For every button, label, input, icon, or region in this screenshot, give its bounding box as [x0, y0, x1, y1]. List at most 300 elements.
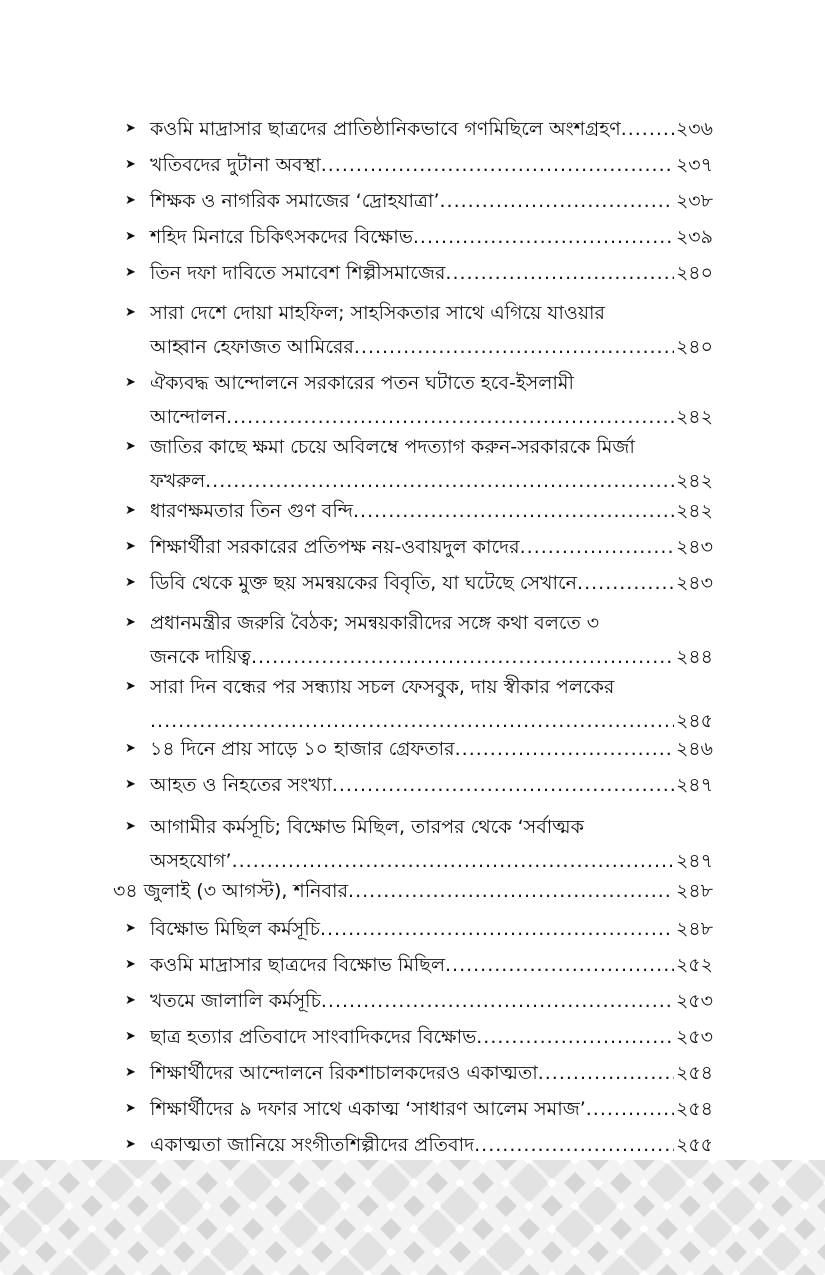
- diamond-shape: [771, 1160, 793, 1171]
- toc-entry-title: বিক্ষোভ মিছিল কর্মসূচি: [150, 918, 320, 940]
- toc-entry-line: [150, 1020, 713, 1054]
- dot-leader: [474, 1128, 674, 1162]
- toc-entry-title-line2: [150, 844, 713, 878]
- diamond-shape: [219, 1195, 241, 1217]
- diamond-shape: [311, 1241, 333, 1263]
- small-diamond-shape: [593, 1270, 603, 1275]
- small-diamond-shape: [524, 1247, 534, 1257]
- toc-entry-text: [113, 874, 713, 908]
- small-diamond-shape: [685, 1270, 695, 1275]
- toc-entry-text: [150, 148, 713, 182]
- page-number: ২৪২: [675, 470, 713, 492]
- toc-entry: [125, 1020, 713, 1054]
- toc-section-heading: [113, 874, 713, 908]
- dot-leader: [353, 494, 674, 528]
- toc-entry-text: [150, 256, 713, 290]
- arrow-bullet-icon: ➤: [125, 819, 136, 834]
- small-diamond-shape: [800, 1201, 810, 1211]
- small-diamond-shape: [593, 1224, 603, 1234]
- toc-entry: [125, 184, 713, 218]
- arrow-bullet-icon: ➤: [125, 375, 136, 390]
- toc-entry-text: [150, 566, 713, 600]
- page-number: ২৪৩: [675, 572, 713, 594]
- diamond-shape: [679, 1241, 701, 1263]
- dot-leader: [520, 530, 674, 564]
- small-diamond-shape: [225, 1270, 235, 1275]
- toc-entry-text: [150, 768, 713, 802]
- small-diamond-shape: [777, 1270, 787, 1275]
- diamond-shape: [288, 1172, 310, 1194]
- small-diamond-shape: [547, 1270, 557, 1275]
- page-number: ২৪০: [675, 262, 713, 284]
- toc-entry-text: [150, 530, 713, 564]
- page-number: ২৪৮: [675, 880, 713, 902]
- diamond-shape: [518, 1218, 540, 1240]
- toc-entry: [125, 430, 713, 498]
- arrow-bullet-icon: ➤: [125, 679, 136, 694]
- toc-entry-text: [150, 810, 713, 878]
- toc-entry-title: ধারণক্ষমতার তিন গুণ বন্দি: [150, 500, 354, 522]
- diamond-shape: [518, 1264, 540, 1275]
- diamond-shape: [242, 1218, 264, 1240]
- diamond-shape: [472, 1172, 494, 1194]
- small-diamond-shape: [248, 1247, 258, 1257]
- diamond-shape: [104, 1264, 126, 1275]
- decorative-pattern-footer: [0, 1160, 825, 1275]
- toc-entry-line: [150, 1092, 713, 1126]
- toc-entry-title: আহত ও নিহতের সংখ্যা: [150, 774, 332, 796]
- small-diamond-shape: [202, 1201, 212, 1211]
- diamond-shape: [35, 1241, 57, 1263]
- toc-entry-line: [150, 530, 713, 564]
- toc-entry-text: [150, 494, 713, 528]
- toc-entry-line: [150, 1056, 713, 1090]
- dot-leader: [455, 732, 674, 766]
- arrow-bullet-icon: ➤: [125, 993, 136, 1008]
- page-number: ২৪৭: [675, 850, 713, 872]
- arrow-bullet-icon: ➤: [125, 957, 136, 972]
- small-diamond-shape: [708, 1160, 718, 1165]
- diamond-shape: [541, 1195, 563, 1217]
- small-diamond-shape: [41, 1270, 51, 1275]
- page-number: ২৫৫: [675, 1134, 713, 1156]
- toc-entry-title-continuation: ফখরুল: [150, 470, 206, 492]
- toc-entry: [125, 670, 713, 738]
- small-diamond-shape: [386, 1247, 396, 1257]
- small-diamond-shape: [524, 1201, 534, 1211]
- toc-entry: [125, 296, 713, 364]
- toc-entry-title-line1: আগামীর কর্মসূচি; বিক্ষোভ মিছিল, তারপর থেকে ‘সর্বাত্মক: [150, 816, 584, 838]
- toc-entry-title: শহিদ মিনারে চিকিৎসকদের বিক্ষোভ: [150, 226, 413, 248]
- diamond-shape: [817, 1241, 825, 1263]
- arrow-bullet-icon: ➤: [125, 1137, 136, 1152]
- small-diamond-shape: [271, 1178, 281, 1188]
- toc-entry-line: [113, 874, 713, 908]
- arrow-bullet-icon: ➤: [125, 305, 136, 320]
- diamond-shape: [81, 1195, 103, 1217]
- arrow-bullet-icon: ➤: [125, 575, 136, 590]
- diamond-shape: [403, 1241, 425, 1263]
- diamond-shape: [173, 1160, 195, 1171]
- dot-leader: [476, 1020, 674, 1054]
- diamond-shape: [150, 1264, 172, 1275]
- small-diamond-shape: [685, 1178, 695, 1188]
- diamond-shape: [265, 1195, 287, 1217]
- page-number: ২৫৩: [675, 1026, 713, 1048]
- arrow-bullet-icon: ➤: [125, 1065, 136, 1080]
- dot-leader: [445, 948, 674, 982]
- diamond-shape: [380, 1264, 402, 1275]
- toc-entry-title: কওমি মাদ্রাসার ছাত্রদের বিক্ষোভ মিছিল: [150, 954, 445, 976]
- arrow-bullet-icon: ➤: [125, 439, 136, 454]
- dot-leader: [577, 566, 674, 600]
- diamond-shape: [633, 1195, 655, 1217]
- small-diamond-shape: [409, 1270, 419, 1275]
- toc-entry-title: শিক্ষার্থীদের ৯ দফার সাথে একাত্ম ‘সাধারণ আলেম সমাজ’: [150, 1098, 586, 1120]
- page-number: ২৩৮: [675, 190, 713, 212]
- toc-entry-line: [150, 732, 713, 766]
- diamond-shape: [794, 1218, 816, 1240]
- diamond-shape: [81, 1160, 103, 1171]
- toc-entry-title-line1: সারা দেশে দোয়া মাহফিল; সাহসিকতার সাথে এগিয়ে যাওয়ার: [150, 302, 605, 324]
- small-diamond-shape: [133, 1270, 143, 1275]
- small-diamond-shape: [294, 1160, 304, 1165]
- small-diamond-shape: [64, 1201, 74, 1211]
- toc-entry-title: তিন দফা দাবিতে সমাবেশ শিল্পীসমাজের: [150, 262, 446, 284]
- toc-entry-title: খতিবদের দুটানা অবস্থা: [150, 154, 321, 176]
- dot-leader: [348, 874, 674, 908]
- diamond-shape: [702, 1264, 724, 1275]
- toc-entry: [125, 912, 713, 946]
- small-diamond-shape: [386, 1201, 396, 1211]
- diamond-shape: [0, 1160, 20, 1180]
- toc-entry-text: [150, 430, 713, 498]
- toc-entry: [125, 768, 713, 802]
- arrow-bullet-icon: ➤: [125, 1101, 136, 1116]
- small-diamond-shape: [0, 1178, 5, 1188]
- page-number: ২৪৭: [675, 774, 713, 796]
- small-diamond-shape: [18, 1160, 28, 1165]
- page-number: ২৫৪: [675, 1098, 713, 1120]
- toc-entry: [125, 606, 713, 674]
- small-diamond-shape: [179, 1270, 189, 1275]
- arrow-bullet-icon: ➤: [125, 1029, 136, 1044]
- dot-leader: [321, 984, 674, 1018]
- page-number: ২৪২: [675, 500, 713, 522]
- dot-leader: [354, 330, 674, 364]
- diamond-shape: [794, 1264, 816, 1275]
- dot-leader: [205, 464, 674, 498]
- toc-entry-text: [150, 1056, 713, 1090]
- page-number: ২৫৪: [675, 1062, 713, 1084]
- dot-leader: [586, 1092, 674, 1126]
- diamond-shape: [58, 1172, 80, 1194]
- dot-leader: [538, 1056, 674, 1090]
- toc-entry-text: [150, 366, 713, 434]
- toc-entry: [125, 366, 713, 434]
- small-diamond-shape: [156, 1247, 166, 1257]
- diamond-shape: [311, 1160, 333, 1171]
- small-diamond-shape: [110, 1201, 120, 1211]
- toc-entry-text: [150, 948, 713, 982]
- dot-leader: [226, 400, 674, 434]
- dot-leader: [445, 256, 674, 290]
- toc-entry-title-continuation: জনকে দায়িত্ব: [150, 646, 251, 668]
- small-diamond-shape: [156, 1160, 166, 1165]
- small-diamond-shape: [41, 1224, 51, 1234]
- toc-entry-title-line1: জাতির কাছে ক্ষমা চেয়ে অবিলম্বে পদত্যাগ করুন-সরকারকে মির্জা: [150, 436, 635, 458]
- toc-entry-text: [150, 732, 713, 766]
- diamond-shape: [817, 1195, 825, 1217]
- diamond-shape: [380, 1218, 402, 1240]
- toc-entry-title-line2: [150, 464, 713, 498]
- small-diamond-shape: [570, 1160, 580, 1165]
- toc-entry-text: [150, 984, 713, 1018]
- toc-entry: [125, 530, 713, 564]
- toc-entry: [125, 256, 713, 290]
- diamond-shape: [679, 1195, 701, 1217]
- diamond-shape: [403, 1195, 425, 1217]
- diamond-shape: [357, 1195, 379, 1217]
- small-diamond-shape: [754, 1201, 764, 1211]
- small-diamond-shape: [87, 1270, 97, 1275]
- toc-entry-title: ৩৪ জুলাই (৩ আগস্ট), শনিবার: [113, 880, 349, 902]
- small-diamond-shape: [271, 1270, 281, 1275]
- page-number: ২৩৭: [675, 154, 713, 176]
- dot-leader: [251, 640, 674, 674]
- diamond-shape: [633, 1160, 655, 1171]
- arrow-bullet-icon: ➤: [125, 229, 136, 244]
- page-number: ২৪৪: [675, 646, 713, 668]
- toc-entry-text: [150, 1092, 713, 1126]
- small-diamond-shape: [179, 1224, 189, 1234]
- small-diamond-shape: [340, 1201, 350, 1211]
- toc-entry-title-line2: [150, 400, 713, 434]
- toc-entry-title-line2: [150, 640, 713, 674]
- toc-entry-line: [150, 984, 713, 1018]
- diamond-shape: [173, 1241, 195, 1263]
- diamond-shape: [196, 1218, 218, 1240]
- dot-leader: [413, 220, 674, 254]
- toc-entry-title-continuation: আহ্বান হেফাজত আমিরের: [150, 336, 354, 358]
- toc-entry-title: শিক্ষার্থীরা সরকারের প্রতিপক্ষ নয়-ওবায়দুল কাদের: [150, 536, 520, 558]
- toc-entry: [125, 810, 713, 878]
- diamond-shape: [357, 1160, 379, 1171]
- toc-entry-title: শিক্ষার্থীদের আন্দোলনে রিকশাচালকদেরও একাত্মতা: [150, 1062, 538, 1084]
- small-diamond-shape: [616, 1160, 626, 1165]
- diamond-shape: [610, 1172, 632, 1194]
- dot-leader: [321, 148, 674, 182]
- diamond-shape: [541, 1241, 563, 1263]
- arrow-bullet-icon: ➤: [125, 265, 136, 280]
- dot-leader: [621, 112, 674, 146]
- page-number: ২৪৬: [675, 738, 713, 760]
- diamond-shape: [219, 1160, 241, 1171]
- diamond-shape: [104, 1218, 126, 1240]
- toc-entry-text: [150, 1020, 713, 1054]
- page-number: ২৪৫: [675, 710, 713, 732]
- toc-entry-line: [150, 768, 713, 802]
- dot-leader: [320, 912, 674, 946]
- toc-entry-line: [150, 184, 713, 218]
- small-diamond-shape: [639, 1270, 649, 1275]
- diamond-shape: [656, 1218, 678, 1240]
- small-diamond-shape: [248, 1201, 258, 1211]
- diamond-shape: [150, 1172, 172, 1194]
- diamond-shape: [587, 1160, 609, 1171]
- toc-entry: [125, 948, 713, 982]
- toc-entry: [125, 732, 713, 766]
- diamond-shape: [334, 1218, 356, 1240]
- small-diamond-shape: [616, 1201, 626, 1211]
- page-number: ২৩৯: [675, 226, 713, 248]
- toc-entry-line: [150, 220, 713, 254]
- small-diamond-shape: [455, 1224, 465, 1234]
- page-number: ২৪৮: [675, 918, 713, 940]
- toc-entry-title: একাত্মতা জানিয়ে সংগীতশিল্পীদের প্রতিবাদ: [150, 1134, 475, 1156]
- small-diamond-shape: [547, 1178, 557, 1188]
- diamond-shape: [426, 1264, 448, 1275]
- toc-entry-title-continuation: অসহযোগ’: [150, 850, 232, 872]
- toc-entry: [125, 566, 713, 600]
- diamond-shape: [771, 1195, 793, 1217]
- small-diamond-shape: [731, 1224, 741, 1234]
- small-diamond-shape: [478, 1201, 488, 1211]
- small-diamond-shape: [133, 1178, 143, 1188]
- small-diamond-shape: [432, 1247, 442, 1257]
- small-diamond-shape: [363, 1270, 373, 1275]
- diamond-shape: [288, 1264, 310, 1275]
- diamond-shape: [127, 1241, 149, 1263]
- toc-entry-title: ছাত্র হত্যার প্রতিবাদে সাংবাদিকদের বিক্ষোভ: [150, 1026, 477, 1048]
- small-diamond-shape: [432, 1160, 442, 1165]
- arrow-bullet-icon: ➤: [125, 615, 136, 630]
- small-diamond-shape: [731, 1270, 741, 1275]
- page-number: ২৫২: [675, 954, 713, 976]
- diamond-pattern: [0, 1160, 825, 1275]
- diamond-shape: [702, 1172, 724, 1194]
- diamond-shape: [0, 1241, 11, 1263]
- diamond-shape: [265, 1241, 287, 1263]
- page-number: ২৫৩: [675, 990, 713, 1012]
- small-diamond-shape: [18, 1247, 28, 1257]
- arrow-bullet-icon: ➤: [125, 539, 136, 554]
- toc-entry-title: ডিবি থেকে মুক্ত ছয় সমন্বয়কের বিবৃতি, যা ঘটেছে সেখানে: [150, 572, 578, 594]
- diamond-shape: [242, 1264, 264, 1275]
- toc-entry-text: [150, 606, 713, 674]
- small-diamond-shape: [0, 1270, 5, 1275]
- toc-entry-title: শিক্ষক ও নাগরিক সমাজের ‘দ্রোহযাত্রা’: [150, 190, 440, 212]
- diamond-shape: [725, 1241, 747, 1263]
- dot-leader: [440, 184, 674, 218]
- small-diamond-shape: [754, 1160, 764, 1165]
- toc-entry: [125, 220, 713, 254]
- toc-entry-text: [150, 296, 713, 364]
- toc-entry-text: [150, 220, 713, 254]
- toc-entry: [125, 112, 713, 146]
- diamond-shape: [334, 1172, 356, 1194]
- diamond-shape: [472, 1218, 494, 1240]
- toc-entry-text: [150, 184, 713, 218]
- toc-entry-text: [150, 1128, 713, 1162]
- toc-entry-line: [150, 148, 713, 182]
- diamond-shape: [748, 1218, 770, 1240]
- diamond-shape: [610, 1218, 632, 1240]
- toc-entry-title-line1: ঐক্যবদ্ধ আন্দোলনে সরকারের পতন ঘটাতে হবে-ইসলামী: [150, 372, 574, 394]
- arrow-bullet-icon: ➤: [125, 777, 136, 792]
- diamond-shape: [12, 1172, 34, 1194]
- toc-entry: [125, 1056, 713, 1090]
- diamond-shape: [725, 1160, 747, 1171]
- arrow-bullet-icon: ➤: [125, 157, 136, 172]
- diamond-shape: [58, 1218, 80, 1240]
- toc-entry-line: [150, 112, 713, 146]
- toc-entry-text: [150, 912, 713, 946]
- small-diamond-shape: [478, 1160, 488, 1165]
- toc-entry-title-continuation: আন্দোলন: [150, 406, 227, 428]
- page-number: ২৪২: [675, 406, 713, 428]
- toc-entry-title-line2: [150, 330, 713, 364]
- small-diamond-shape: [202, 1160, 212, 1165]
- small-diamond-shape: [409, 1178, 419, 1188]
- diamond-shape: [449, 1160, 471, 1171]
- diamond-shape: [35, 1160, 57, 1171]
- small-diamond-shape: [317, 1270, 327, 1275]
- diamond-shape: [748, 1172, 770, 1194]
- arrow-bullet-icon: ➤: [125, 921, 136, 936]
- diamond-shape: [564, 1172, 586, 1194]
- diamond-shape: [564, 1264, 586, 1275]
- toc-entry-line: [150, 256, 713, 290]
- diamond-shape: [656, 1264, 678, 1275]
- small-diamond-shape: [662, 1201, 672, 1211]
- arrow-bullet-icon: ➤: [125, 193, 136, 208]
- diamond-shape: [127, 1195, 149, 1217]
- toc-entry-title: ১৪ দিনে প্রায় সাড়ে ১০ হাজার গ্রেফতার: [150, 738, 455, 760]
- toc-entry: [125, 494, 713, 528]
- toc-entry: [125, 148, 713, 182]
- page-number: ২৪৩: [675, 536, 713, 558]
- dot-leader: [332, 768, 674, 802]
- small-diamond-shape: [662, 1247, 672, 1257]
- small-diamond-shape: [455, 1270, 465, 1275]
- toc-entry-line: [150, 948, 713, 982]
- toc-entry-text: [150, 670, 713, 738]
- diamond-shape: [449, 1241, 471, 1263]
- small-diamond-shape: [800, 1247, 810, 1257]
- toc-entry-text: [150, 112, 713, 146]
- toc-entry-line: [150, 912, 713, 946]
- small-diamond-shape: [110, 1247, 120, 1257]
- toc-entry-line: [150, 1128, 713, 1162]
- arrow-bullet-icon: ➤: [125, 741, 136, 756]
- page-number: ২৩৬: [675, 118, 713, 140]
- diamond-shape: [587, 1241, 609, 1263]
- small-diamond-shape: [340, 1160, 350, 1165]
- toc-entry-title: খতমে জালালি কর্মসূচি: [150, 990, 321, 1012]
- page-number: ২৪০: [675, 336, 713, 358]
- toc-entry: [125, 1092, 713, 1126]
- diamond-shape: [196, 1172, 218, 1194]
- diamond-shape: [0, 1195, 11, 1217]
- diamond-shape: [12, 1264, 34, 1275]
- small-diamond-shape: [570, 1247, 580, 1257]
- arrow-bullet-icon: ➤: [125, 503, 136, 518]
- toc-entry-title-line1: প্রধানমন্ত্রীর জরুরি বৈঠক; সমন্বয়কারীদের সঙ্গে কথা বলতে ৩: [150, 612, 600, 634]
- diamond-shape: [495, 1195, 517, 1217]
- diamond-shape: [495, 1160, 517, 1171]
- arrow-bullet-icon: ➤: [125, 121, 136, 136]
